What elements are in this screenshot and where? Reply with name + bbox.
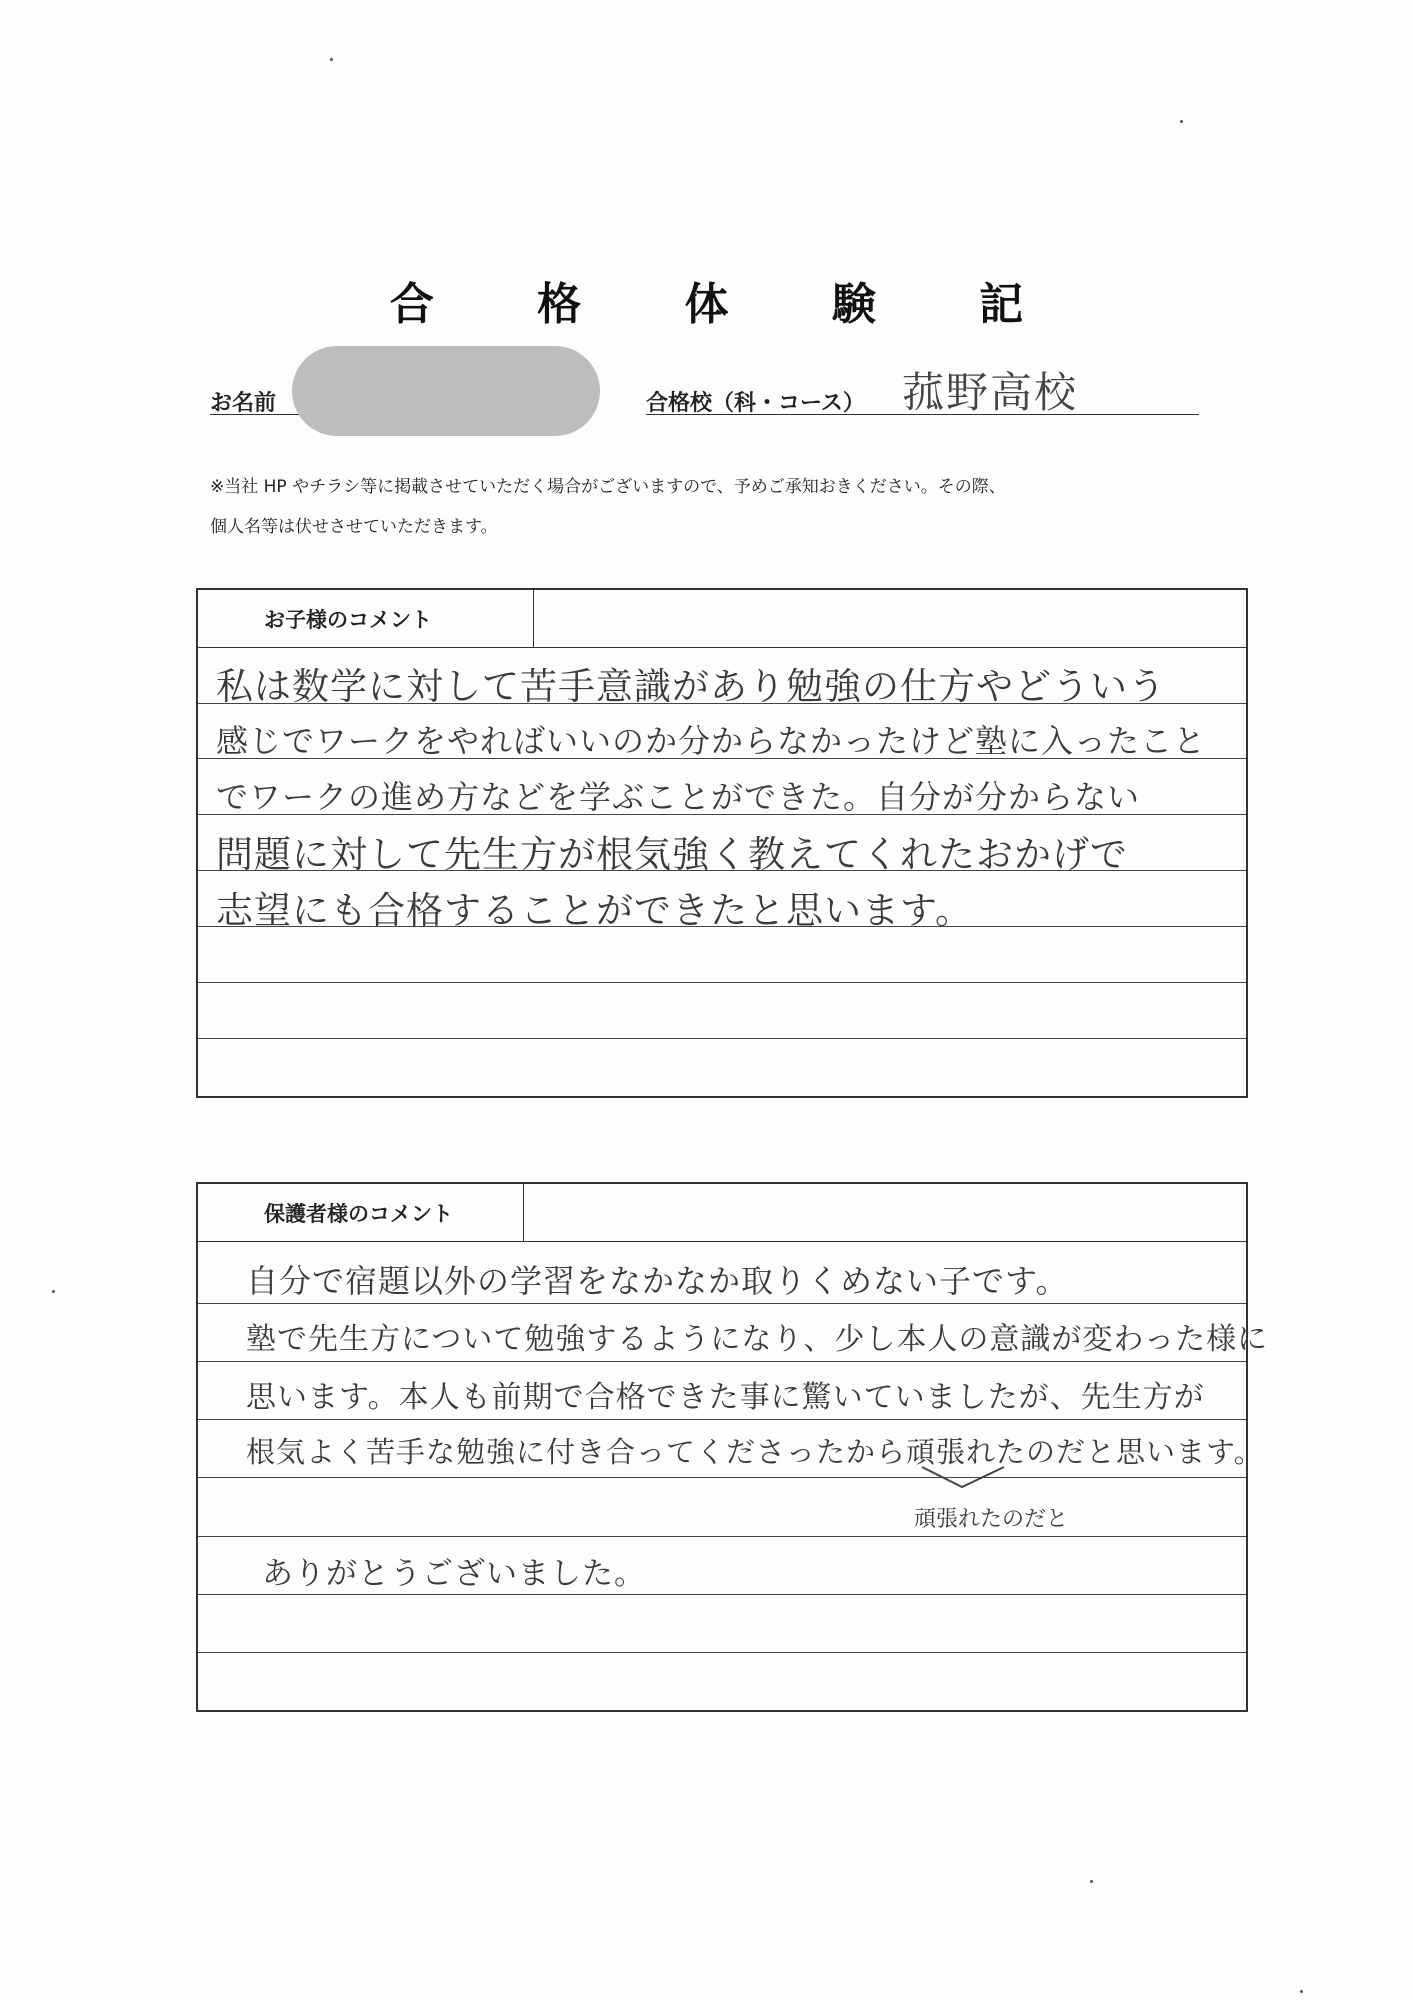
parent-comment-insertion: 頑張れたのだと [914,1507,1069,1532]
scan-speck [1180,120,1183,123]
ruled-line [198,1477,1246,1478]
ruled-line [198,1536,1246,1537]
scan-speck [1090,1880,1093,1883]
scan-speck [52,1290,55,1293]
notice-line-2: 個人名等は伏せさせていただきます。 [210,517,498,537]
ruled-line [198,982,1246,983]
parent-comment-line-4: 根気よく苦手な勉強に付き合ってくださったから頑張れたのだと思います。 [246,1435,1264,1469]
child-comment-line-5: 志望にも合格することができたと思います。 [216,889,974,932]
parent-comment-line-6: ありがとうございました。 [262,1556,646,1592]
ruled-line [198,1361,1246,1362]
ruled-line [198,1303,1246,1304]
child-comment-box [196,588,1248,1098]
ruled-line [198,1594,1246,1595]
parent-comment-line-3: 思います。本人も前期で合格できた事に驚いていましたが、先生方が [246,1380,1205,1415]
child-comment-line-1: 私は数学に対して苦手意識があり勉強の仕方やどういう [216,665,1166,708]
name-label: お名前 [210,391,277,416]
parent-comment-line-2: 塾で先生方について勉強するようになり、少し本人の意識が変わった様に [246,1322,1269,1357]
ruled-line [198,1652,1246,1653]
child-comment-header: お子様のコメント [198,590,534,648]
child-comment-line-3: でワークの進め方などを学ぶことができた。自分が分からない [216,778,1141,816]
ruled-line [198,1419,1246,1420]
ruled-line [198,1038,1246,1039]
school-label: 合格校（科・コース） [646,391,865,416]
scan-speck [330,58,333,61]
school-value: 菰野高校 [902,368,1079,417]
redacted-name-mask [292,346,600,436]
document-title: 合 格 体 験 記 [389,279,1068,330]
insertion-caret-mark [918,1465,1008,1489]
parent-comment-header: 保護者様のコメント [198,1184,524,1242]
parent-comment-box [196,1182,1269,1712]
child-comment-line-2: 感じでワークをやればいいのか分からなかったけど塾に入ったこと [216,722,1207,760]
child-comment-line-4: 問題に対して先生方が根気強く教えてくれたおかげで [216,833,1128,876]
notice-line-1: ※当社 HP やチラシ等に掲載させていただく場合がございますので、予めご承知おきください。その際、 [210,477,1006,497]
parent-comment-line-1: 自分で宿題以外の学習をなかなか取りくめない子です。 [246,1262,1069,1300]
scan-speck [1300,1990,1303,1993]
parent-comment-header-blank [524,1184,1246,1242]
child-comment-header-blank [534,590,1246,648]
